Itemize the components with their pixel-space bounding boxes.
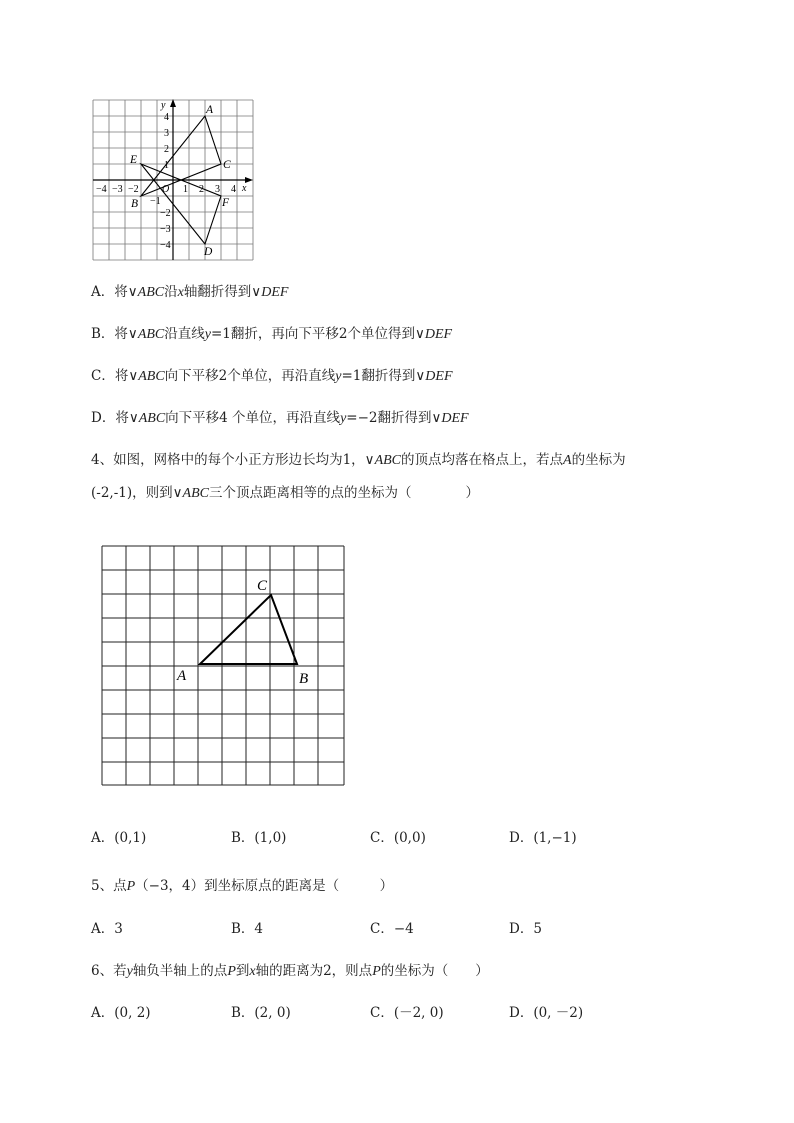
- point-label-a: A: [206, 104, 214, 116]
- point-label-d: D: [204, 246, 213, 258]
- axis-x-label: x: [242, 183, 247, 194]
- q6-option-d[interactable]: D．(0, －2): [509, 1005, 584, 1021]
- q6-stem: 6、若y轴负半轴上的点P到x轴的距离为2，则点P的坐标为（ ）: [91, 963, 489, 979]
- q3-axes: [93, 99, 253, 260]
- q3-option-b[interactable]: B．将∨ABC沿直线y=1翻折，再向下平移2个单位得到∨DEF: [91, 326, 453, 342]
- q4-triangle-abc: [200, 595, 297, 664]
- q5-option-a[interactable]: A．3: [91, 921, 123, 937]
- q4-label-c: C: [257, 578, 268, 594]
- q4-grid: [102, 546, 344, 785]
- point-label-c: C: [223, 159, 231, 171]
- x-tick-label: −3: [112, 184, 123, 195]
- q4-option-d[interactable]: D．(1,−1): [509, 830, 577, 846]
- q4-stem-line-1: 4、如图，网格中的每个小正方形边长均为1，∨ABC的顶点均落在格点上，若点A的坐标为: [91, 452, 626, 468]
- q6-option-a[interactable]: A．(0, 2): [91, 1005, 151, 1021]
- q5-option-d[interactable]: D．5: [509, 921, 542, 937]
- q3-option-d[interactable]: D．将∨ABC向下平移4 个单位，再沿直线y=−2翻折得到∨DEF: [91, 410, 469, 426]
- q4-option-b[interactable]: B．(1,0): [231, 830, 287, 846]
- y-tick-label: 1: [164, 160, 169, 171]
- x-tick-label: −4: [96, 184, 107, 195]
- q6-option-c[interactable]: C．(－2, 0): [370, 1005, 444, 1021]
- q5-option-c[interactable]: C．−4: [370, 921, 414, 937]
- q6-option-b[interactable]: B．(2, 0): [231, 1005, 291, 1021]
- x-tick-label: 1: [183, 184, 188, 195]
- q5-stem: 5、点P（−3，4）到坐标原点的距离是（ ）: [91, 878, 394, 894]
- x-tick-label: 3: [215, 184, 220, 195]
- q4-grid-figure: [98, 542, 348, 788]
- point-label-b: B: [131, 198, 139, 210]
- triangle-abc: [141, 116, 221, 196]
- y-tick-label: 4: [164, 112, 169, 123]
- point-label-f: F: [222, 197, 230, 209]
- q5-option-b[interactable]: B．4: [231, 921, 264, 937]
- y-tick-label: 3: [164, 128, 169, 139]
- y-tick-label: −2: [160, 208, 171, 219]
- point-label-e: E: [130, 154, 138, 166]
- q4-stem-line-2: (-2,-1)，则到∨ABC三个顶点距离相等的点的坐标为（ ）: [91, 485, 479, 501]
- y-tick-label: −4: [160, 240, 171, 251]
- q3-option-a[interactable]: A．将∨ABC沿x轴翻折得到∨DEF: [91, 284, 289, 300]
- q3-option-c[interactable]: C．将∨ABC向下平移2个单位，再沿直线y=1翻折得到∨DEF: [91, 368, 453, 384]
- x-tick-label: 2: [199, 184, 204, 195]
- q4-option-c[interactable]: C．(0,0): [370, 830, 426, 846]
- x-tick-label: −2: [128, 184, 139, 195]
- axis-y-label: y: [161, 100, 166, 111]
- origin-label: O: [162, 184, 170, 195]
- y-tick-label: −3: [160, 224, 171, 235]
- y-tick-label: 2: [164, 144, 169, 155]
- q4-option-a[interactable]: A．(0,1): [91, 830, 147, 846]
- q3-coordinate-graph: [88, 96, 258, 266]
- q4-label-a: A: [177, 668, 187, 684]
- q4-label-b: B: [299, 671, 309, 687]
- x-tick-label: 4: [231, 184, 236, 195]
- x-tick-label: −1: [150, 196, 161, 207]
